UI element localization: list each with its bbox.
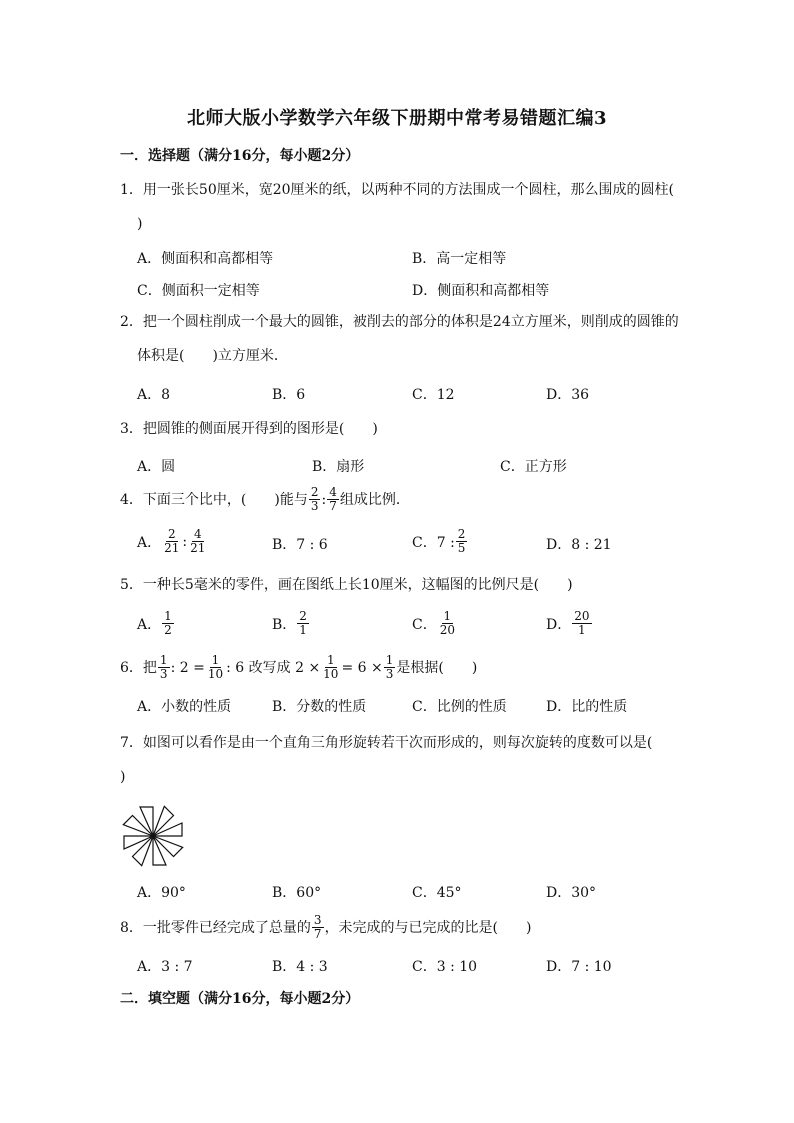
question-4-text: 4．下面三个比中，( )能与 $\frac{2}{3}$ : $\frac{4}{7}$ 组成比例． [120,485,410,513]
question-2-option-b[interactable]: B．6 [272,387,306,403]
question-6-option-d[interactable]: D．比的性质 [546,699,628,715]
question-3-text: 3．把圆锥的侧面展开得到的图形是( ) [120,421,378,437]
pinwheel-figure [120,803,186,869]
question-5-option-c[interactable]: C． $\frac{1}{20}$ [412,609,455,637]
question-7-text-cont: ) [120,769,126,785]
page-title: 北师大版小学数学六年级下册期中常考易错题汇编3 [186,108,608,129]
question-3-option-b[interactable]: B．扇形 [312,459,365,475]
question-1-option-c[interactable]: C．侧面积一定相等 [137,283,260,299]
question-2-text: 2．把一个圆柱削成一个最大的圆锥，被削去的部分的体积是24立方厘米，则削成的圆锥的 [120,314,679,330]
question-8-option-c[interactable]: C．3 : 10 [412,959,478,975]
question-8-text: 8．一批零件已经完成了总量的 $\frac{3}{7}$ ，未完成的与已完成的比是( ) [120,913,532,941]
question-4-option-a[interactable]: A． $\frac{2}{21}$ : $\frac{4}{21}$ [137,527,206,555]
question-7-option-b[interactable]: B．60° [272,885,322,901]
question-7-text: 7．如图可以看作是由一个直角三角形旋转若干次而形成的，则每次旋转的度数可以是( [120,735,653,751]
question-4-option-c[interactable]: C．7 : $\frac{2}{5}$ [412,527,466,555]
question-1-text: 1．用一张长50厘米，宽20厘米的纸，以两种不同的方法围成一个圆柱，那么围成的圆柱( [120,182,674,198]
question-1-option-a[interactable]: A．侧面积和高都相等 [137,251,274,267]
section-heading-fill-in: 二．填空题（满分16分，每小题2分） [120,991,360,1007]
question-2-option-d[interactable]: D．36 [546,387,590,403]
question-3-option-a[interactable]: A．圆 [137,459,176,475]
question-6-option-a[interactable]: A．小数的性质 [137,699,232,715]
question-6-text: 6．把 $\frac{1}{3}$ : 2 = $\frac{1}{10}$ : 6 改写成 2 × $\frac{1}{10}$ = 6 × $\frac{1}{3}$ 是根据( ) [120,653,478,681]
question-6-option-c[interactable]: C．比例的性质 [412,699,507,715]
question-7-option-d[interactable]: D．30° [546,885,597,901]
question-8-option-d[interactable]: D．7 : 10 [546,959,612,975]
question-5-option-a[interactable]: A． $\frac{1}{2}$ [137,609,172,637]
question-6-option-b[interactable]: B．分数的性质 [272,699,367,715]
fraction: $\frac{4}{7}$ [329,485,337,513]
question-4-option-b[interactable]: B．7 : 6 [272,537,328,553]
question-8-option-b[interactable]: B．4 : 3 [272,959,328,975]
question-2-text-cont: 体积是( )立方厘米． [137,348,288,364]
question-8-option-a[interactable]: A．3 : 7 [137,959,193,975]
question-2-option-a[interactable]: A．8 [137,387,171,403]
question-1-text-cont: ) [137,216,143,232]
question-5-text: 5．一种长5毫米的零件，画在图纸上长10厘米，这幅图的比例尺是( ) [120,577,573,593]
question-7-option-c[interactable]: C．45° [412,885,462,901]
question-5-option-d[interactable]: D． $\frac{20}{1}$ [546,609,590,637]
question-7-option-a[interactable]: A．90° [137,885,186,901]
fraction: $\frac{2}{3}$ [310,485,319,513]
question-3-option-c[interactable]: C．正方形 [500,459,567,475]
question-1-option-b[interactable]: B．高一定相等 [412,251,507,267]
question-2-option-c[interactable]: C．12 [412,387,455,403]
question-5-option-b[interactable]: B． $\frac{2}{1}$ [272,609,307,637]
question-1-option-d[interactable]: D．侧面积和高都相等 [412,283,550,299]
question-4-option-d[interactable]: D．8 : 21 [546,537,612,553]
section-heading-choice: 一．选择题（满分16分，每小题2分） [120,148,360,164]
